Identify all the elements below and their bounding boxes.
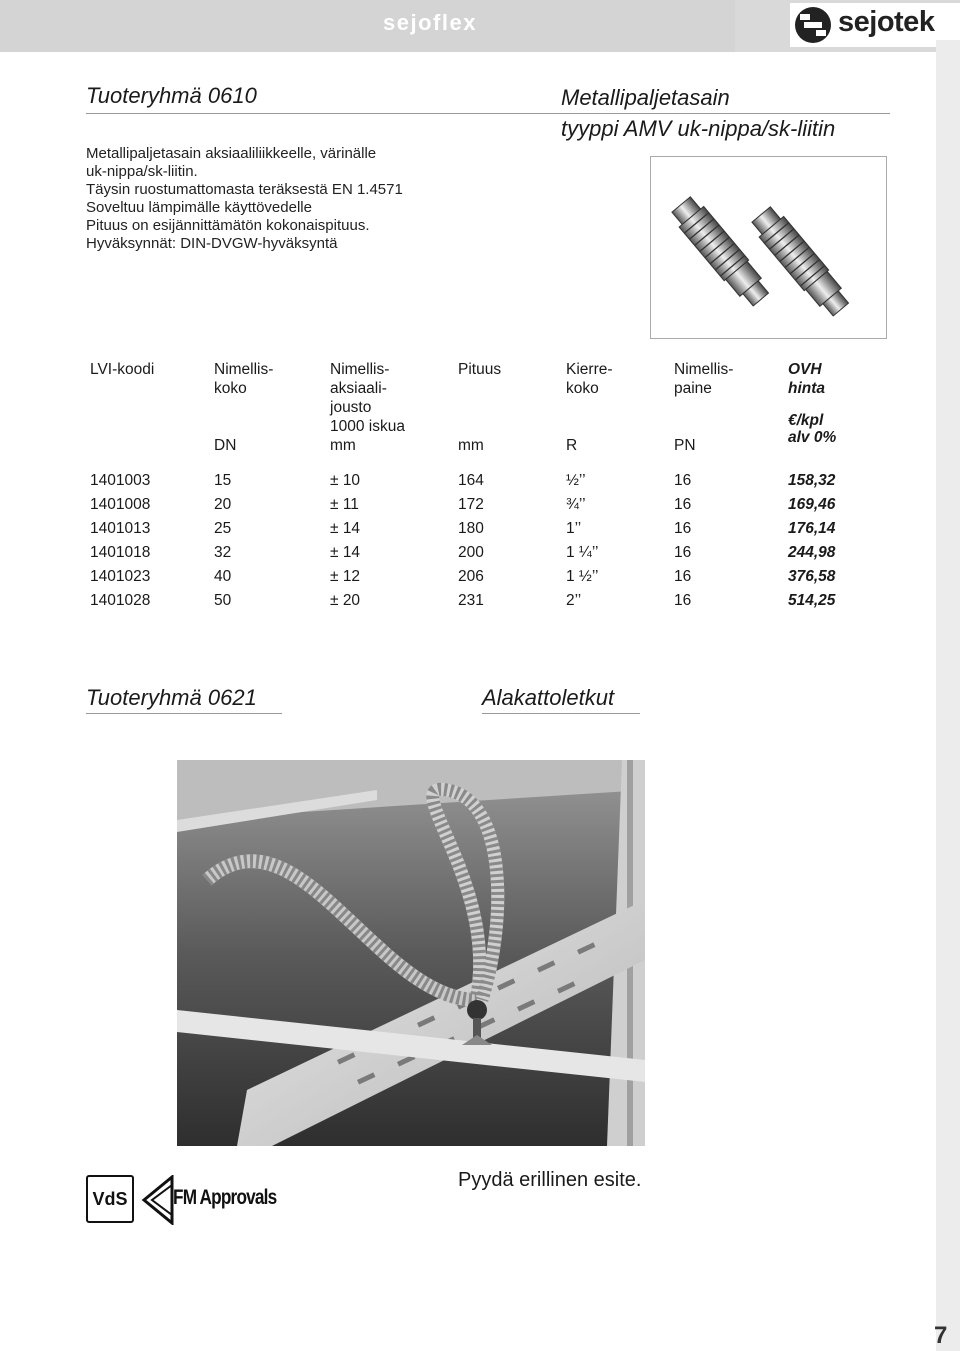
table-cell-lvi: 1401023 (90, 568, 151, 585)
table-cell-jousto: ± 20 (330, 592, 361, 609)
table-cell-paine: 16 (674, 520, 692, 537)
table-cell-dn: 40 (214, 568, 232, 585)
table-cell-jousto: ± 14 (330, 544, 361, 561)
page-number: 7 (934, 1322, 948, 1349)
table-cell-lvi: 1401008 (90, 496, 151, 513)
product-description (86, 145, 403, 253)
table-cell-lvi: 1401028 (90, 592, 151, 609)
table-cell-price: 169,46 (788, 496, 836, 513)
sejoflex-brand: sejoflex (383, 10, 477, 35)
product-title-2: Alakattoletkut (482, 685, 615, 710)
bellows-connector-photo (650, 156, 887, 339)
table-cell-dn: 25 (214, 520, 232, 537)
header-kierre: Kierre- koko R (566, 361, 613, 454)
description-line: Täysin ruostumattomasta teräksestä EN 1.4571 (86, 181, 403, 198)
table-cell-price: 514,25 (788, 592, 836, 609)
description-line: Metallipaljetasain aksiaaliliikkeelle, värinälle (86, 145, 377, 162)
table-cell-paine: 16 (674, 568, 692, 585)
table-cell-pituus: 200 (458, 544, 484, 561)
table-cell-jousto: ± 14 (330, 520, 361, 537)
table-cell-paine: 16 (674, 592, 692, 609)
description-line: Hyväksynnät: DIN-DVGW-hyväksyntä (86, 235, 338, 252)
description-line: Pituus on esijännittämätön kokonaispituus. (86, 217, 370, 234)
table-cell-lvi: 1401013 (90, 520, 151, 537)
table-cell-jousto: ± 11 (330, 496, 359, 513)
header-lvi: LVI-koodi (90, 361, 155, 378)
table-cell-paine: 16 (674, 472, 692, 489)
table-cell-kierre: 1’’ (566, 520, 582, 537)
table-cell-dn: 32 (214, 544, 232, 561)
table-cell-price: 158,32 (788, 472, 836, 489)
table-cell-price: 376,58 (788, 568, 836, 585)
table-cell-dn: 20 (214, 496, 232, 513)
table-cell-dn: 50 (214, 592, 232, 609)
table-cell-paine: 16 (674, 544, 692, 561)
fm-approvals-logo: FM Approvals (173, 1186, 277, 1209)
table-cell-price: 244,98 (788, 544, 836, 561)
vds-logo: VdS (86, 1175, 134, 1223)
description-line: Soveltuu lämpimälle käyttövedelle (86, 199, 312, 216)
description-line: uk-nippa/sk-liitin. (86, 163, 198, 180)
product-title-line2: tyyppi AMV uk-nippa/sk-liitin (561, 116, 836, 141)
heading-underline (482, 713, 640, 714)
table-cell-pituus: 172 (458, 496, 484, 513)
group-heading-0610: Tuoteryhmä 0610 (86, 83, 257, 108)
table-cell-price: 176,14 (788, 520, 836, 537)
ceiling-hose-photo (177, 760, 645, 1146)
table-cell-kierre: 2’’ (566, 592, 582, 609)
sejotek-logo-icon (792, 5, 834, 45)
table-cell-kierre: ½’’ (566, 472, 586, 489)
table-cell-kierre: 1 ¼’’ (566, 544, 599, 561)
table-cell-pituus: 164 (458, 472, 484, 489)
table-cell-pituus: 180 (458, 520, 484, 537)
table-cell-pituus: 231 (458, 592, 484, 609)
table-cell-kierre: ¾’’ (566, 496, 586, 513)
table-cell-paine: 16 (674, 496, 692, 513)
table-cell-kierre: 1 ½’’ (566, 568, 599, 585)
product-title (561, 82, 835, 144)
brochure-request-text: Pyydä erillinen esite. (458, 1169, 642, 1191)
right-margin-strip (936, 40, 960, 1351)
sejotek-logo-text: sejotek (838, 6, 935, 38)
table-cell-jousto: ± 12 (330, 568, 361, 585)
table-cell-lvi: 1401018 (90, 544, 151, 561)
table-cell-pituus: 206 (458, 568, 484, 585)
group-heading-0621: Tuoteryhmä 0621 (86, 685, 257, 710)
table-cell-jousto: ± 10 (330, 472, 361, 489)
table-cell-dn: 15 (214, 472, 232, 489)
sejotek-logo (790, 3, 960, 47)
header-band (0, 0, 735, 52)
table-cell-lvi: 1401003 (90, 472, 151, 489)
header-dn: Nimellis- koko DN (214, 361, 274, 454)
product-title-line1: Metallipaljetasain (561, 85, 730, 110)
header-pituus: Pituus mm (458, 361, 502, 454)
header-ovh: OVH hinta €/kpl alv 0% (788, 361, 837, 446)
header-paine: Nimellis- paine PN (674, 361, 734, 454)
heading-underline (86, 713, 282, 714)
header-jousto: Nimellis- aksiaali- jousto 1000 iskua mm (330, 361, 405, 454)
